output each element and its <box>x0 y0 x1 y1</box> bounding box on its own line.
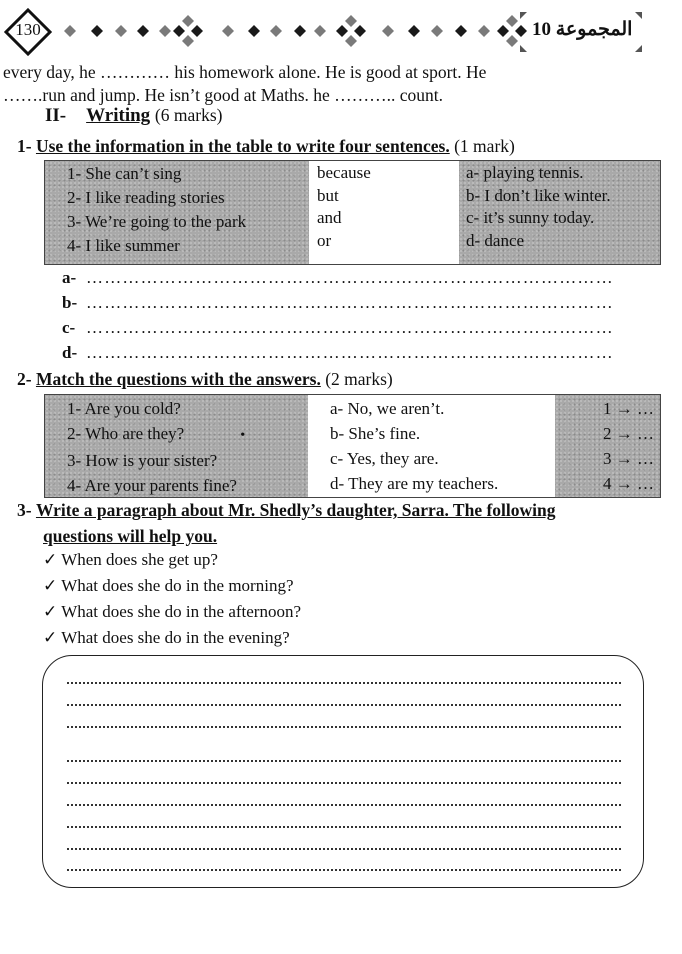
writing-line[interactable] <box>67 782 621 784</box>
section-heading <box>45 105 222 127</box>
q2-heading <box>17 369 393 390</box>
q1-ending: b- I don’t like winter. <box>466 185 611 205</box>
diamond-ornament-icon <box>173 25 185 37</box>
q1-connector: because <box>317 163 371 182</box>
check-icon: ✓ <box>43 628 58 647</box>
q2-table <box>44 394 661 498</box>
diamond-ornament-icon <box>115 25 127 37</box>
section-title: Writing <box>86 105 151 126</box>
diamond-ornament-icon <box>182 35 194 47</box>
q2-match-slot[interactable]: 4 → … <box>603 474 654 493</box>
diamond-ornament-icon <box>91 25 103 37</box>
q1-heading <box>17 136 515 157</box>
answer-line-a[interactable] <box>62 268 614 288</box>
diamond-ornament-icon <box>497 25 509 37</box>
q1-sentence: 4- I like summer <box>67 236 180 255</box>
prompt-text: What does she do in the morning? <box>61 576 294 595</box>
q1-ending: d- dance <box>466 230 525 250</box>
section-marks: (6 marks) <box>154 105 223 125</box>
q1-col-connectors <box>309 161 459 264</box>
diamond-ornament-icon <box>478 25 490 37</box>
prompt-text: When does she get up? <box>61 550 218 569</box>
corner-mark-icon <box>520 12 527 19</box>
prompt-item <box>43 576 293 596</box>
diamond-ornament-icon <box>182 15 194 27</box>
q2-col-match <box>555 395 660 497</box>
q2-question: 3- How is your sister? <box>67 451 218 470</box>
diamond-ornament-icon <box>64 25 76 37</box>
q3-heading <box>17 500 556 521</box>
answer-label: d- <box>62 343 78 362</box>
diamond-ornament-icon <box>294 25 306 37</box>
diamond-ornament-icon <box>336 25 348 37</box>
writing-line[interactable] <box>67 704 621 706</box>
q1-connector: or <box>317 230 332 250</box>
diamond-ornament-icon <box>408 25 420 37</box>
check-icon: ✓ <box>43 576 58 595</box>
prompt-item <box>43 550 218 570</box>
q2-match-slot[interactable]: 1 → … <box>603 399 654 418</box>
answer-label: c- <box>62 318 76 337</box>
q2-answer: d- They are my teachers. <box>330 474 499 493</box>
prompt-item <box>43 628 290 648</box>
q1-ending: a- playing tennis. <box>466 163 584 182</box>
writing-line[interactable] <box>67 848 621 850</box>
diamond-ornament-icon <box>222 25 234 37</box>
q2-question: 4- Are your parents fine? <box>67 476 237 495</box>
intro-line-1: every day, he ………… his homework alone. He is good at sport. He <box>3 62 487 82</box>
q2-answer: a- No, we aren’t. <box>330 399 445 418</box>
writing-line[interactable] <box>67 869 621 871</box>
group-title-frame <box>520 12 642 52</box>
check-icon: ✓ <box>43 550 58 569</box>
diamond-ornament-icon <box>354 25 366 37</box>
diamond-ornament-icon <box>506 35 518 47</box>
diamond-ornament-icon <box>137 25 149 37</box>
writing-line[interactable] <box>67 682 621 684</box>
q1-marks: (1 mark) <box>454 136 515 156</box>
corner-mark-icon <box>635 45 642 52</box>
answer-dots: …………………………………………………………………………… <box>86 293 614 312</box>
q2-col-questions <box>45 395 308 497</box>
answer-line-b[interactable] <box>62 293 614 313</box>
prompt-text: What does she do in the evening? <box>61 628 290 647</box>
answer-line-c[interactable] <box>62 318 614 338</box>
diamond-ornament-icon <box>345 15 357 27</box>
diamond-ornament-icon <box>191 25 203 37</box>
q2-col-answers <box>308 395 555 497</box>
answer-dots: …………………………………………………………………………… <box>86 268 614 287</box>
corner-mark-icon <box>635 12 642 19</box>
diamond-ornament-icon <box>382 25 394 37</box>
q1-sentence: 3- We’re going to the park <box>67 212 247 231</box>
diamond-ornament-icon <box>248 25 260 37</box>
q2-question: 1- Are you cold? <box>67 399 181 418</box>
q1-sentence: 2- I like reading stories <box>67 188 225 207</box>
q2-marks: (2 marks) <box>325 369 393 389</box>
writing-line[interactable] <box>67 804 621 806</box>
prompt-item <box>43 602 301 622</box>
diamond-ornament-icon <box>270 25 282 37</box>
q2-answer: c- Yes, they are. <box>330 449 439 468</box>
writing-line[interactable] <box>67 726 621 728</box>
answer-line-d[interactable] <box>62 343 614 363</box>
diamond-ornament-icon <box>431 25 443 37</box>
q1-col-endings <box>459 161 660 264</box>
q2-answer: b- She’s fine. <box>330 424 421 443</box>
q2-question: 2- Who are they? • <box>67 424 246 443</box>
answer-label: a- <box>62 268 77 287</box>
group-title <box>532 18 632 41</box>
section-number: II- <box>45 105 67 126</box>
diamond-ornament-icon <box>314 25 326 37</box>
q1-connector: but <box>317 185 339 205</box>
decorative-diamond-border <box>58 12 528 52</box>
q3-number: 3- <box>17 500 32 520</box>
check-icon: ✓ <box>43 602 58 621</box>
group-label: المجموعة <box>555 19 633 40</box>
q2-instruction: Match the questions with the answers. <box>35 369 321 389</box>
corner-mark-icon <box>520 45 527 52</box>
q1-sentence: 1- She can’t sing <box>67 164 182 183</box>
q1-connector: and <box>317 208 342 227</box>
q1-number: 1- <box>17 136 32 156</box>
diamond-ornament-icon <box>455 25 467 37</box>
page-number: 130 <box>15 20 41 39</box>
answer-dots: …………………………………………………………………………… <box>86 343 614 362</box>
paragraph-writing-box[interactable] <box>42 655 644 888</box>
q2-match-slot[interactable]: 2 → … <box>603 424 654 443</box>
diamond-ornament-icon <box>159 25 171 37</box>
q1-table <box>44 160 661 265</box>
bullet-icon: • <box>240 428 246 443</box>
intro-line-2: …….run and jump. He isn’t good at Maths. he ……….. count. <box>3 85 444 105</box>
q3-heading-line2 <box>43 526 217 547</box>
diamond-ornament-icon <box>345 35 357 47</box>
q3-instruction: Write a paragraph about Mr. Shedly’s daughter, Sarra. The following <box>35 500 556 520</box>
answer-label: b- <box>62 293 78 312</box>
writing-line[interactable] <box>67 826 621 828</box>
q3-instruction-cont: questions will help you. <box>43 526 218 546</box>
prompt-text: What does she do in the afternoon? <box>61 602 302 621</box>
answer-dots: …………………………………………………………………………… <box>86 318 614 337</box>
writing-line[interactable] <box>67 760 621 762</box>
q2-match-slot[interactable]: 3 → … <box>603 449 654 468</box>
q2-number: 2- <box>17 369 32 389</box>
q1-col-sentences <box>45 161 309 264</box>
diamond-ornament-icon <box>506 15 518 27</box>
q1-instruction: Use the information in the table to write four sentences. <box>35 136 450 156</box>
q1-ending: c- it’s sunny today. <box>466 208 595 227</box>
group-number: 10 <box>532 19 551 40</box>
